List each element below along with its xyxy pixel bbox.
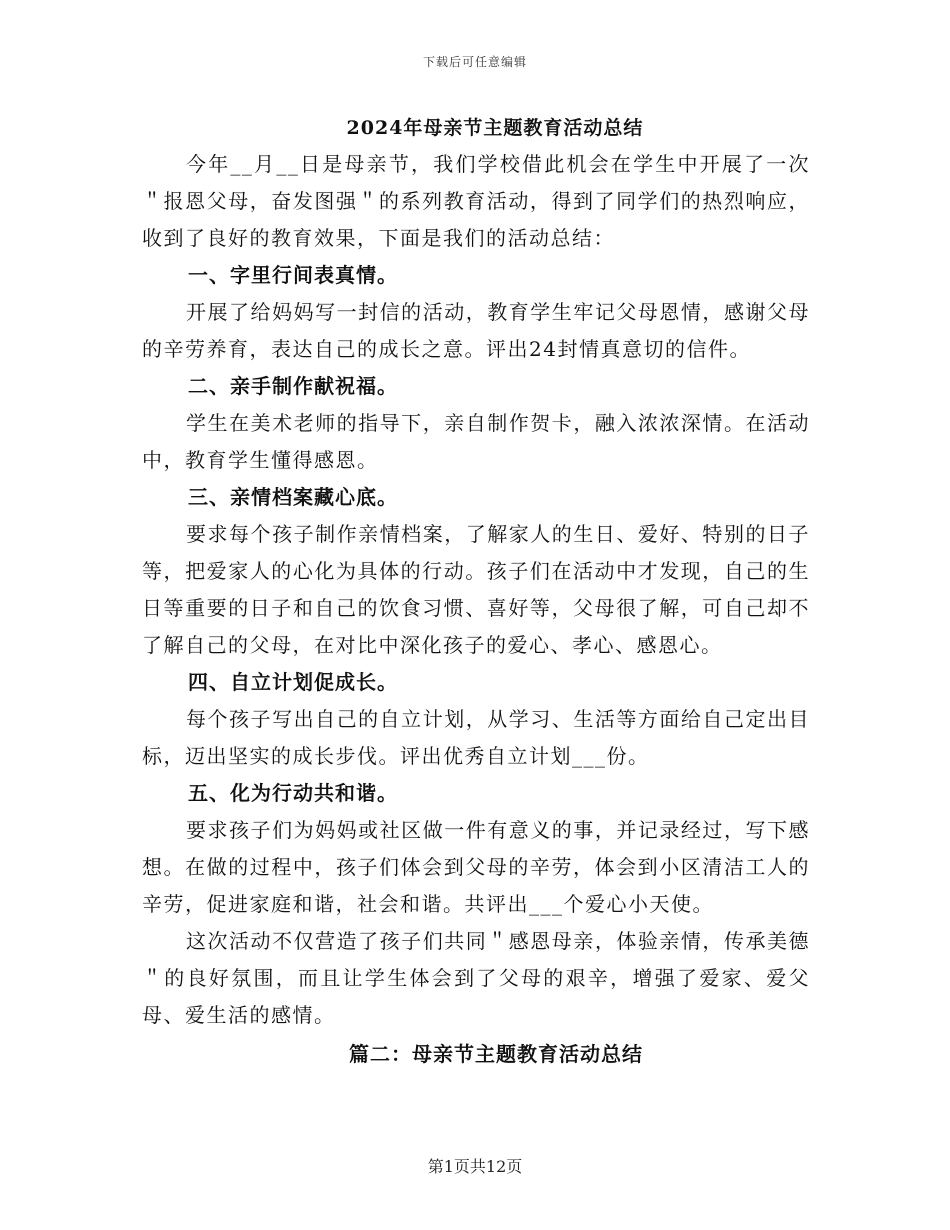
page-number: 第1页共12页 (427, 1157, 523, 1176)
section-body-1: 开展了给妈妈写一封信的活动，教育学生牢记父母恩情，感谢父母的辛劳养育，表达自己的成长之意。评出24封情真意切的信件。 (142, 300, 810, 361)
section-heading-4: 四、自立计划促成长。 (188, 670, 398, 694)
header-note: 下载后可任意编辑 (422, 55, 527, 69)
section-body-4: 每个孩子写出自己的自立计划，从学习、生活等方面给自己定出目标，迈出坚实的成长步伐。评出优秀自立计划___份。 (142, 707, 810, 768)
document-body (142, 146, 810, 1073)
intro-paragraph: 今年__月__日是母亲节，我们学校借此机会在学生中开展了一次＂报恩父母，奋发图强＂的系列教育活动，得到了同学们的热烈响应，收到了良好的教育效果，下面是我们的活动总结： (142, 152, 810, 250)
part-two-title: 篇二：母亲节主题教育活动总结 (349, 1042, 643, 1066)
conclusion-paragraph: 这次活动不仅营造了孩子们共同＂感恩母亲，体验亲情，传承美德＂的良好氛围，而且让学生体会到了父母的艰辛，增强了爱家、爱父母、爱生活的感情。 (142, 929, 810, 1027)
section-heading-2: 二、亲手制作献祝福。 (188, 374, 398, 398)
document-title: 2024年母亲节主题教育活动总结 (346, 117, 644, 139)
section-body-5: 要求孩子们为妈妈或社区做一件有意义的事，并记录经过，写下感想。在做的过程中，孩子们体会到父母的辛劳，体会到小区清洁工人的辛劳，促进家庭和谐，社会和谐。共评出___个爱心小天使。 (142, 818, 810, 916)
section-heading-5: 五、化为行动共和谐。 (188, 781, 398, 805)
section-heading-1: 一、字里行间表真情。 (188, 263, 398, 287)
section-body-3: 要求每个孩子制作亲情档案，了解家人的生日、爱好、特别的日子等，把爱家人的心化为具体的行动。孩子们在活动中才发现，自己的生日等重要的日子和自己的饮食习惯、喜好等，父母很了解，可自己却不了解自己的父母，在对比中深化孩子的爱心、孝心、感恩心。 (142, 522, 810, 657)
section-body-2: 学生在美术老师的指导下，亲自制作贺卡，融入浓浓深情。在活动中，教育学生懂得感恩。 (142, 411, 810, 472)
section-heading-3: 三、亲情档案藏心底。 (188, 485, 398, 509)
